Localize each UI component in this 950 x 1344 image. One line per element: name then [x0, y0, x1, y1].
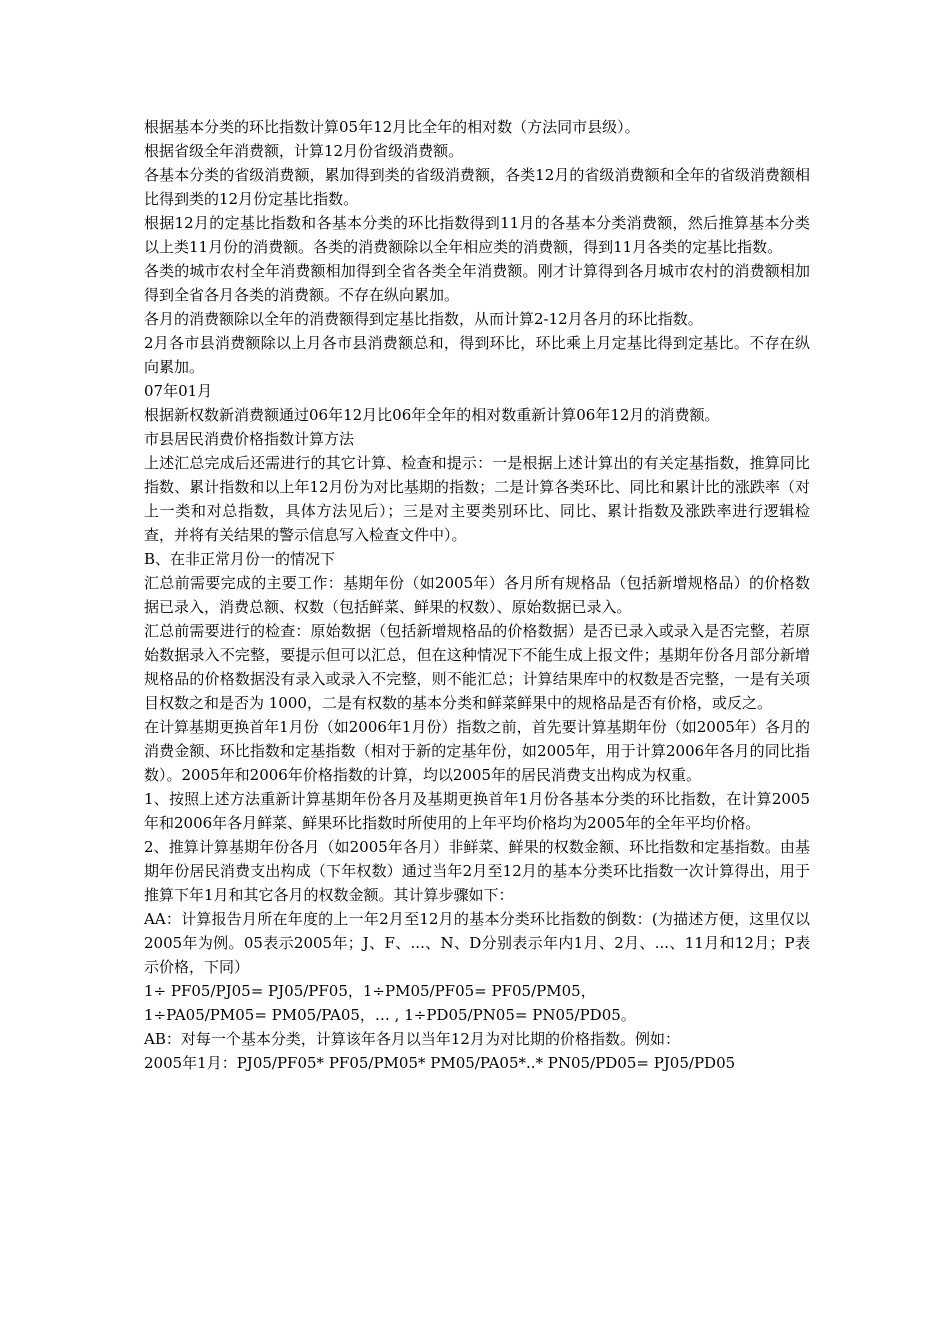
paragraph-16: 1、按照上述方法重新计算基期年份各月及基期更换首年1月份各基本分类的环比指数，在计算2005年和2006年各月鲜菜、鲜果环比指数时所使用的上年平均价格均为2005年的全年平均价格。 [144, 790, 810, 832]
paragraph-5: 各类的城市农村全年消费额相加得到全省各类全年消费额。刚才计算得到各月城市农村的消费额相加得到全省各月各类的消费额。不存在纵向累加。 [144, 262, 810, 304]
paragraph-21: AB：对每一个基本分类，计算该年各月以当年12月为对比期的价格指数。例如： [144, 1030, 680, 1048]
formula-line-2: 1÷PA05/PM05= PM05/PA05，… , 1÷PD05/PN05= PN05/PD05。 [144, 1006, 636, 1024]
paragraph-15: 在计算基期更换首年1月份（如2006年1月份）指数之前，首先要计算基期年份（如2005年）各月的消费金额、环比指数和定基指数（相对于新的定基年份，如2005年，用于计算2006年各月的同比指数）。2005年和2006年价格指数的计算，均以2005年的居民消费支出构成为权重。 [144, 718, 810, 784]
date-heading: 07年01月 [144, 382, 213, 400]
paragraph-18: AA：计算报告月所在年度的上一年2月至12月的基本分类环比指数的倒数：(为描述方便，这里仅以2005年为例。05表示2005年；J、F、...、N、D分别表示年内1月、2月、...、11月和12月；P表示价格，下同） [144, 910, 810, 976]
formula-line-3: 2005年1月：PJ05/PF05* PF05/PM05* PM05/PA05*..* PN05/PD05= PJ05/PD05 [144, 1054, 736, 1072]
paragraph-2: 根据省级全年消费额，计算12月份省级消费额。 [144, 142, 464, 160]
section-heading: 市县居民消费价格指数计算方法 [144, 430, 355, 448]
paragraph-9: 根据新权数新消费额通过06年12月比06年全年的相对数重新计算06年12月的消费额。 [144, 406, 720, 424]
subsection-heading: B、在非正常月份一的情况下 [144, 550, 336, 568]
paragraph-14: 汇总前需要进行的检查：原始数据（包括新增规格品的价格数据）是否已录入或录入是否完整，若原始数据录入不完整，要提示但可以汇总，但在这种情况下不能生成上报文件；基期年份各月部分新增规格品的价格数据没有录入或录入不完整，则不能汇总；计算结果库中的权数是否完整，一是有关项目权数之和是否为 1000，二是有权数的基本分类和鲜菜鲜果中的规格品是否有价格，或反之。 [144, 622, 810, 712]
paragraph-17: 2、推算计算基期年份各月（如2005年各月）非鲜菜、鲜果的权数金额、环比指数和定基指数。由基期年份居民消费支出构成（下年权数）通过当年2月至12月的基本分类环比指数一次计算得出，用于推算下年1月和其它各月的权数金额。其计算步骤如下： [144, 838, 810, 904]
formula-line-1: 1÷ PF05/PJ05= PJ05/PF05，1÷PM05/PF05= PF05/PM05， [144, 982, 596, 1000]
document-body [144, 115, 810, 1075]
paragraph-11: 上述汇总完成后还需进行的其它计算、检查和提示：一是根据上述计算出的有关定基指数，推算同比指数、累计指数和以上年12月份为对比基期的指数；二是计算各类环比、同比和累计比的涨跌率（对上一类和对总指数，具体方法见后）；三是对主要类别环比、同比、累计指数及涨跌率进行逻辑检查，并将有关结果的警示信息写入检查文件中）。 [144, 454, 810, 544]
paragraph-3: 各基本分类的省级消费额，累加得到类的省级消费额，各类12月的省级消费额和全年的省级消费额相比得到类的12月份定基比指数。 [144, 166, 810, 208]
paragraph-6: 各月的消费额除以全年的消费额得到定基比指数，从而计算2-12月各月的环比指数。 [144, 310, 703, 328]
paragraph-4: 根据12月的定基比指数和各基本分类的环比指数得到11月的各基本分类消费额，然后推算基本分类以上类11月份的消费额。各类的消费额除以全年相应类的消费额，得到11月各类的定基比指数。 [144, 214, 810, 256]
paragraph-7: 2月各市县消费额除以上月各市县消费额总和，得到环比，环比乘上月定基比得到定基比。不存在纵向累加。 [144, 334, 810, 376]
paragraph-1: 根据基本分类的环比指数计算05年12月比全年的相对数（方法同市县级）。 [144, 118, 640, 136]
paragraph-13: 汇总前需要完成的主要工作：基期年份（如2005年）各月所有规格品（包括新增规格品）的价格数据已录入，消费总额、权数（包括鲜菜、鲜果的权数）、原始数据已录入。 [144, 574, 810, 616]
